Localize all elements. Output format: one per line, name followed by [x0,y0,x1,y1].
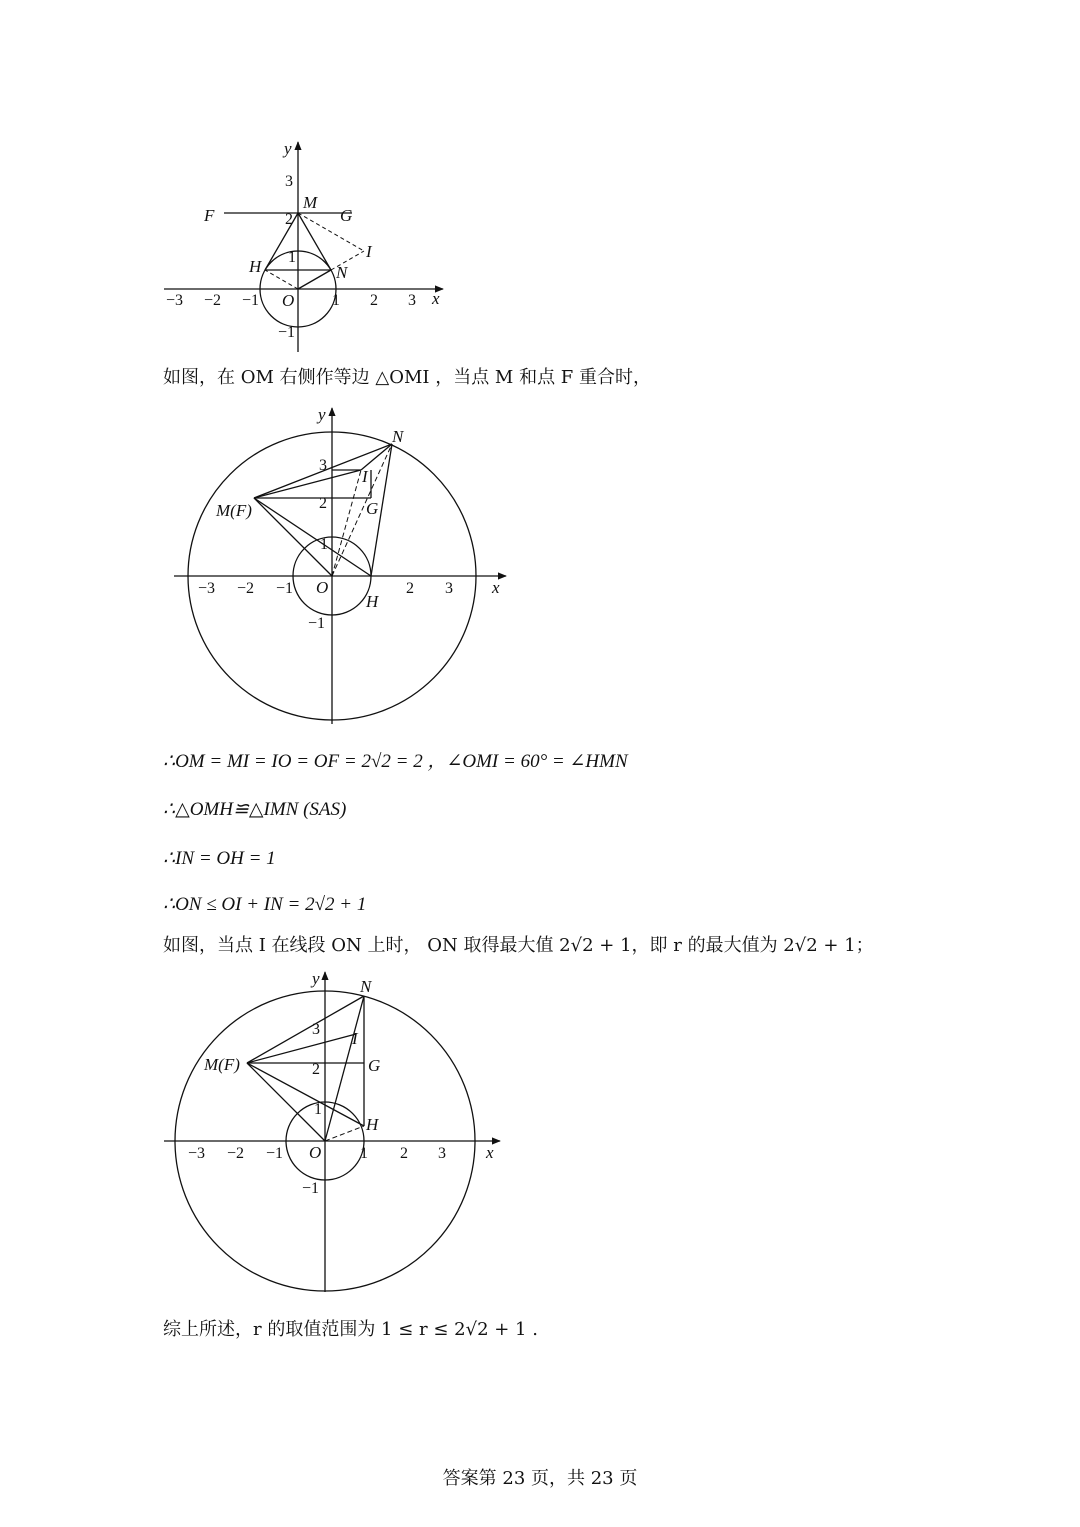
seg-mn [298,213,331,270]
x-tick: −1 [242,292,260,309]
x-tick: −2 [204,292,222,309]
text-line-3: 综上所述，r 的取值范围为 1 ≤ r ≤ 2√2 + 1 . [163,1319,538,1340]
y-tick: −1 [302,1180,320,1197]
y-tick: −1 [308,615,326,632]
point-label-g: G [366,499,379,518]
x-tick: 3 [408,292,416,309]
point-label-mf: M(F) [204,1055,240,1074]
figure-1 [160,136,450,360]
seg-mi [298,213,364,251]
x-tick: −2 [237,580,255,597]
y-tick: −1 [278,324,296,341]
point-label-n: N [392,427,404,446]
x-tick: 1 [332,292,340,309]
y-tick: 1 [288,249,296,266]
point-label-n: N [336,263,348,282]
point-label-f: F [204,206,215,225]
point-label-h: H [366,1115,379,1134]
point-label-g: G [340,206,353,225]
seg-mn [247,996,364,1063]
page-footer: 答案第 23 页，共 23 页 [442,1468,638,1489]
text-line-2: 如图，当点 I 在线段 ON 上时， ON 取得最大值 2√2 + 1，即 r 的最大值为 2√2 + 1； [163,935,874,956]
x-axis-label: x [492,578,500,597]
seg-mh [247,1063,364,1126]
seg-mi [254,470,361,498]
origin-label: O [309,1143,322,1162]
equation-1: ∴OM = MI = IO = OF = 2√2 = 2 ，∠OMI = 60° = ∠HMN [163,751,628,772]
x-tick: −3 [166,292,184,309]
point-label-m: M [303,193,318,212]
x-tick: −3 [198,580,216,597]
y-axis-label: y [312,969,320,988]
point-label-h: H [249,257,262,276]
y-axis-label: y [318,405,326,424]
seg-mh [254,498,371,576]
x-tick: 3 [438,1145,446,1162]
x-axis-label: x [486,1143,494,1162]
equation-4: ∴ON ≤ OI + IN = 2√2 + 1 [163,894,367,915]
x-tick: −1 [276,580,294,597]
y-tick: 2 [312,1061,320,1078]
y-tick: 2 [285,211,293,228]
seg-on [298,270,331,289]
y-tick: 3 [319,457,327,474]
seg-mi [247,1034,356,1063]
point-label-h: H [366,592,379,611]
origin-label: O [316,578,329,597]
origin-label: O [282,291,295,310]
y-tick: 1 [320,536,328,553]
point-label-i: I [362,467,368,486]
equation-2: ∴△OMH≌△IMN (SAS) [163,799,347,820]
x-tick: 2 [370,292,378,309]
figure-3 [160,966,505,1300]
seg-oh [325,1126,364,1141]
x-tick: 2 [400,1145,408,1162]
equation-3: ∴IN = OH = 1 [163,848,276,869]
point-label-g: G [368,1056,381,1075]
seg-oh [265,270,298,289]
x-axis-label: x [432,289,440,308]
y-axis-label: y [284,139,292,158]
text-line-1: 如图，在 OM 右侧作等边 △OMI ，当点 M 和点 F 重合时， [163,367,652,388]
x-tick: −3 [188,1145,206,1162]
y-tick: 3 [312,1021,320,1038]
x-tick: −2 [227,1145,245,1162]
x-tick: −1 [266,1145,284,1162]
y-tick: 1 [314,1101,322,1118]
y-tick: 2 [319,495,327,512]
x-tick: 3 [445,580,453,597]
point-label-i: I [366,242,372,261]
figure-2 [170,402,515,736]
point-label-mf: M(F) [216,501,252,520]
point-label-n: N [360,977,372,996]
x-tick: 2 [406,580,414,597]
y-tick: 3 [285,173,293,190]
x-tick: 1 [360,1145,368,1162]
point-label-i: I [352,1029,358,1048]
